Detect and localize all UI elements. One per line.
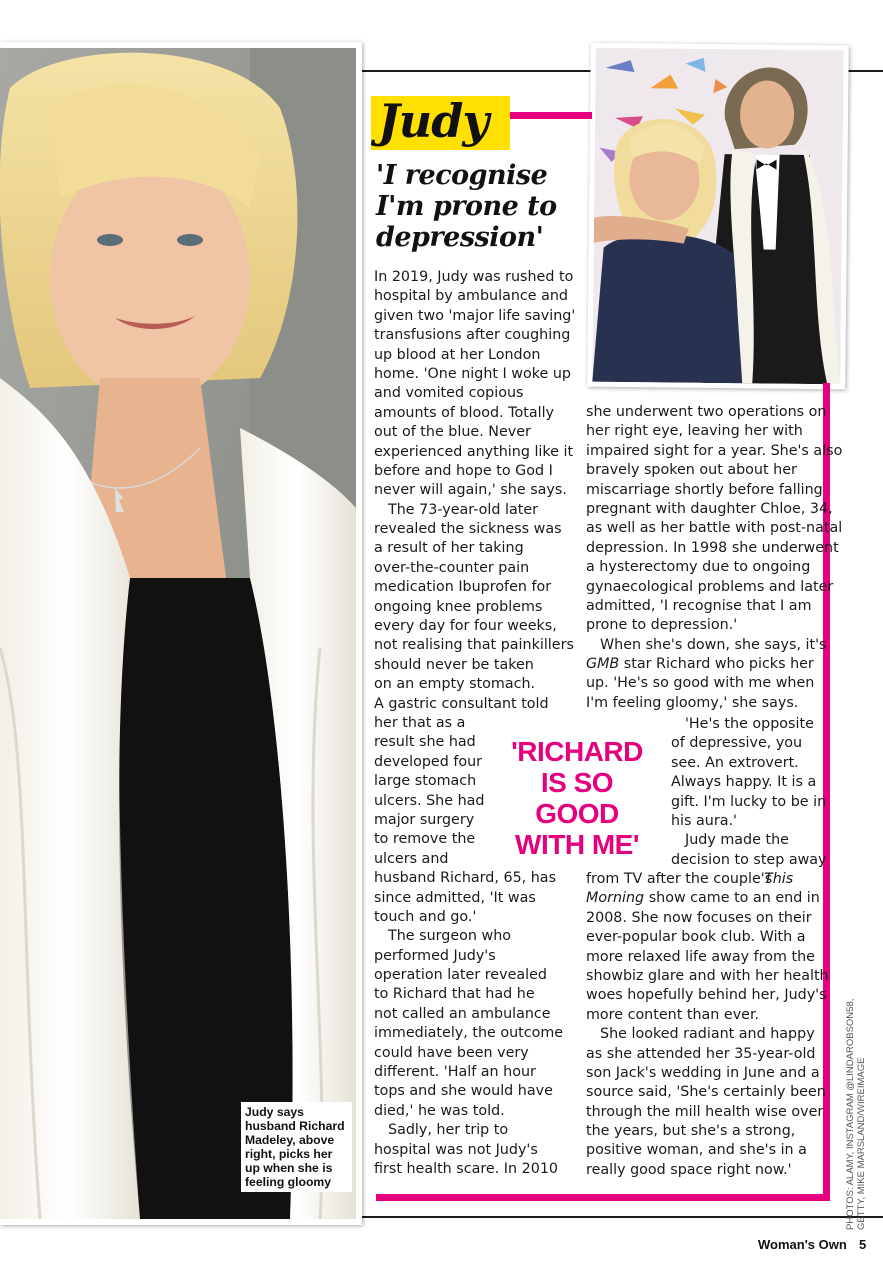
body-line: gift. I'm lucky to be in (671, 793, 827, 810)
caption-line: up when she is (245, 1161, 333, 1175)
body-line: Judy made the (685, 832, 789, 849)
body-line: miscarriage shortly before falling (586, 481, 823, 498)
body-line: a hysterectomy due to ongoing (586, 559, 811, 576)
judy-portrait-photo (0, 42, 362, 1225)
photo-caption (241, 1102, 352, 1192)
couple-image (592, 48, 843, 385)
body-line: ever-popular book club. With a (586, 929, 806, 946)
body-line: out of the blue. Never (374, 424, 531, 441)
pull-quote-line: GOOD (535, 798, 619, 829)
article-column-quote-side (671, 715, 827, 870)
body-line-text: star Richard who picks her (623, 656, 814, 673)
body-line: A gastric consultant told (374, 695, 549, 712)
body-line: Sadly, her trip to (388, 1122, 509, 1139)
body-line: up. 'He's so good with me when (586, 675, 815, 692)
body-line: her that as a (374, 714, 466, 731)
headline (376, 160, 586, 253)
body-line: major surgery (374, 811, 475, 828)
show-name-morning: Morning (586, 890, 645, 907)
body-line: since admitted, 'It was (374, 889, 536, 906)
show-name-gmb: GMB (586, 656, 620, 673)
body-line: pregnant with daughter Chloe, 34, (586, 500, 833, 517)
body-line: the years, but she's a strong, (586, 1123, 796, 1140)
headline-line: I'm prone to (376, 191, 557, 222)
body-line: on an empty stomach. (374, 676, 536, 693)
body-line: performed Judy's (374, 947, 496, 964)
article-column-3 (586, 870, 829, 1180)
body-line: more relaxed life away from the (586, 948, 815, 965)
body-line: The surgeon who (388, 928, 511, 945)
body-line: to Richard that had he (374, 986, 535, 1003)
judy-portrait-image (0, 48, 356, 1219)
body-line: tops and she would have (374, 1083, 553, 1100)
body-line: as she attended her 35-year-old (586, 1045, 816, 1062)
body-line: Always happy. It is a (671, 774, 817, 791)
magazine-name: Woman's Own (758, 1237, 847, 1252)
body-line: developed four (374, 753, 483, 770)
body-line: touch and go.' (374, 908, 477, 925)
body-line: revealed the sickness was (374, 521, 562, 538)
body-line: bravely spoken out about her (586, 462, 797, 479)
body-line: I'm feeling gloomy,' she says. (586, 694, 799, 711)
headline-line: 'I recognise (376, 160, 548, 191)
caption-line: Madeley, above (245, 1133, 335, 1147)
body-line: 2008. She now focuses on their (586, 909, 812, 926)
section-name: Judy (378, 94, 489, 148)
body-line: before and hope to God I (374, 462, 553, 479)
body-line: large stomach (374, 773, 477, 790)
body-line: showbiz glare and with her health (586, 967, 829, 984)
body-line: could have been very (374, 1044, 529, 1061)
body-line: to remove the (374, 831, 476, 848)
body-line: and vomited copious (374, 385, 524, 402)
body-line: up blood at her London (374, 346, 541, 363)
body-line: gynaecological problems and later (586, 578, 834, 595)
body-line: impaired sight for a year. She's also (586, 442, 843, 459)
body-line: hospital by ambulance and (374, 288, 568, 305)
body-line: not realising that painkillers (374, 637, 574, 654)
body-line: more content than ever. (586, 1006, 760, 1023)
body-line: hospital was not Judy's (374, 1141, 538, 1158)
body-line: woes hopefully behind her, Judy's (586, 987, 827, 1004)
body-line: depression. In 1998 she underwent (586, 539, 839, 556)
credits-line: PHOTOS: ALAMY, INSTAGRAM @LINDAROBSON58, (845, 998, 856, 1230)
body-line: her right eye, leaving her with (586, 423, 803, 440)
body-line: over-the-counter pain (374, 559, 530, 576)
pull-quote-line: 'RICHARD (511, 736, 643, 767)
body-line: of depressive, you (671, 735, 803, 752)
body-line: source said, 'She's certainly been (586, 1084, 826, 1101)
body-line: transfusions after coughing (374, 327, 571, 344)
body-line: see. An extrovert. (671, 754, 799, 771)
pull-quote (506, 736, 648, 860)
article-column-2 (586, 403, 842, 713)
article-column-1 (374, 268, 575, 1179)
body-line: She looked radiant and happy (600, 1026, 815, 1043)
body-line: When she's down, she says, it's (600, 636, 827, 653)
body-line: result she had (374, 734, 476, 751)
body-line: decision to step away (671, 851, 827, 868)
photo-credits (845, 990, 867, 1230)
body-line: immediately, the outcome (374, 1025, 564, 1042)
credits-line: GETTY, MIKE MARSLAND/WIREIMAGE (856, 1057, 867, 1230)
page-number: 5 (859, 1237, 867, 1252)
body-line: amounts of blood. Totally (374, 404, 555, 421)
caption-line: right, picks her (245, 1147, 333, 1161)
body-line: home. 'One night I woke up (374, 365, 571, 382)
body-line: a result of her taking (374, 540, 524, 557)
pull-quote-line: IS SO (540, 767, 614, 798)
body-line: ongoing knee problems (374, 598, 543, 615)
body-line: son Jack's wedding in June and a (586, 1064, 820, 1081)
body-line (586, 655, 842, 674)
body-line: ulcers and (374, 850, 449, 867)
body-line: husband Richard, 65, has (374, 870, 557, 887)
body-line: she underwent two operations on (586, 404, 827, 420)
body-line: his aura.' (671, 812, 737, 829)
body-line: medication Ibuprofen for (374, 579, 552, 596)
body-line: 'He's the opposite (685, 716, 814, 732)
body-line: different. 'Half an hour (374, 1064, 536, 1081)
body-line: never will again,' she says. (374, 482, 567, 499)
frame-bottom-bar (376, 1194, 830, 1201)
body-line (586, 889, 829, 908)
body-line: positive woman, and she's in a (586, 1142, 807, 1159)
caption-line: feeling gloomy (245, 1175, 331, 1189)
body-line: really good space right now.' (586, 1161, 792, 1178)
body-line: died,' he was told. (374, 1102, 505, 1119)
body-line: first health scare. In 2010 (374, 1160, 559, 1177)
body-line: ulcers. She had (374, 792, 485, 809)
body-line: experienced anything like it (374, 443, 574, 460)
body-line: The 73-year-old later (388, 501, 538, 518)
show-name-this: This (764, 871, 794, 887)
body-line: through the mill health wise over (586, 1103, 824, 1120)
body-line: should never be taken (374, 656, 534, 673)
body-line: given two 'major life saving' (374, 307, 576, 324)
pull-quote-line: WITH ME' (515, 829, 639, 860)
body-line-text: show came to an end in (648, 890, 820, 907)
body-line: operation later revealed (374, 967, 547, 984)
caption-line: husband Richard (245, 1119, 345, 1133)
headline-line: depression' (376, 222, 544, 253)
body-line: every day for four weeks, (374, 618, 557, 635)
frame-top-bar (510, 112, 592, 119)
body-line: In 2019, Judy was rushed to (374, 269, 574, 285)
caption-line: Judy says (245, 1105, 304, 1119)
body-line: from TV after the couple's (586, 871, 773, 887)
body-line: admitted, 'I recognise that I am (586, 597, 812, 614)
body-line: not called an ambulance (374, 1005, 551, 1022)
couple-photo (587, 43, 849, 390)
body-line: as well as her battle with post-natal (586, 520, 843, 537)
body-line: prone to depression.' (586, 617, 738, 634)
